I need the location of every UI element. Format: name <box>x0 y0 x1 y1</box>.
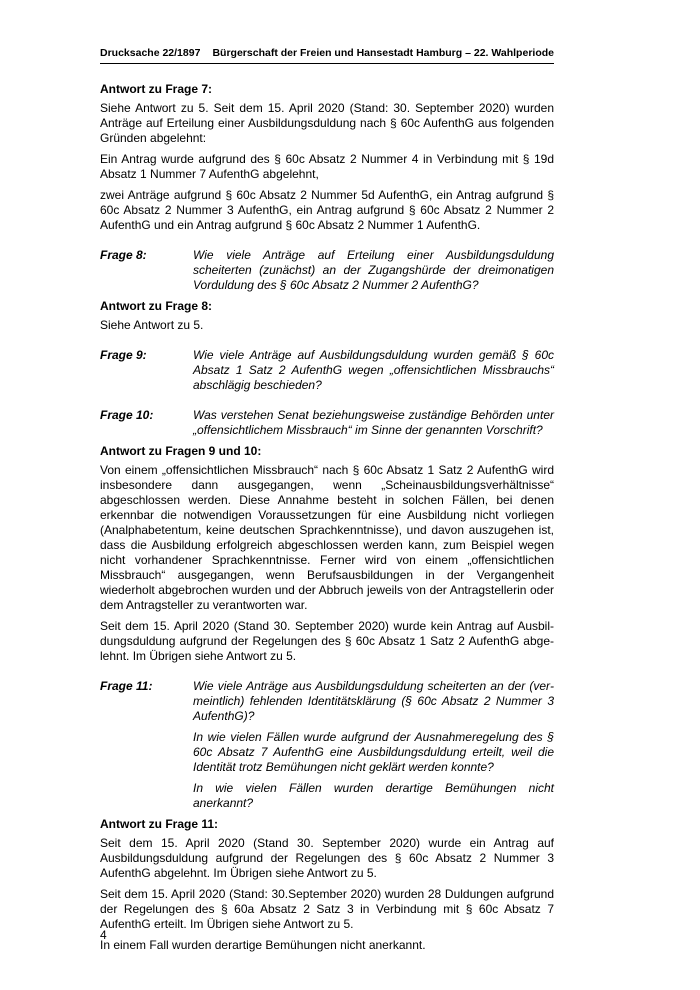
answer-11-paragraph-2: Seit dem 15. April 2020 (Stand: 30.September 2020) wurden 28 Duldungen aufgrund der Regelungen des § 60a Absatz 2 Satz 3 in Verbindung mit § 60c Absatz 7 AufenthG erteilt. Im Übrigen siehe Antwort zu 5. <box>100 887 554 931</box>
document-body <box>100 82 554 959</box>
header-document-number: Drucksache 22/1897 <box>100 47 201 59</box>
question-11-text-2: In wie vielen Fällen wurde aufgrund der Ausnahmeregelung des § 60c Absatz 7 AufenthG eine Ausbildungsduldung erteilt, weil die Identität trotz Bemühungen nicht geklärt werden konnte? <box>193 730 554 774</box>
answer-7-paragraph-2: Ein Antrag wurde aufgrund des § 60c Absatz 2 Nummer 4 in Verbindung mit § 19d Absatz 1 Nummer 7 AufenthG abgelehnt, <box>100 152 554 181</box>
page-number: 4 <box>100 928 107 942</box>
question-10-label: Frage 10: <box>100 408 154 422</box>
question-10 <box>100 408 554 438</box>
answer-7-paragraph-1: Siehe Antwort zu 5. Seit dem 15. April 2020 (Stand: 30. September 2020) wurden Anträge auf Erteilung einer Ausbildungsduldung nach § 60c AufenthG aus folgenden Gründen abgelehnt: <box>100 101 554 145</box>
question-9 <box>100 348 554 393</box>
question-8-text: Wie viele Anträge auf Erteilung einer Ausbildungsduldung scheiterten (zunächst) an der Zugangshürde der dreimonatigen Vorduldung des § 60c Absatz 2 Nummer 2 AufenthG? <box>193 248 554 292</box>
answer-11-heading: Antwort zu Frage 11: <box>100 817 219 831</box>
question-8-label: Frage 8: <box>100 248 147 262</box>
page-header <box>100 47 554 64</box>
answer-11-paragraph-3: In einem Fall wurden derartige Bemühungen nicht anerkannt. <box>100 938 426 952</box>
answer-8-heading: Antwort zu Frage 8: <box>100 299 213 313</box>
question-9-text: Wie viele Anträge auf Ausbildungsduldung wurden gemäß § 60c Absatz 1 Satz 2 AufenthG wegen „offensichtlichen Missbrauchs“ abschlägig beschieden? <box>193 348 554 392</box>
question-11-label: Frage 11: <box>100 679 153 693</box>
question-11-text-1: Wie viele Anträge aus Ausbildungsduldung scheiterten an der (vermeintlich) fehlenden Identitätsklärung (§ 60c Absatz 2 Nummer 3 AufenthG)? <box>193 679 554 723</box>
answer-9-10-heading: Antwort zu Fragen 9 und 10: <box>100 444 262 458</box>
answer-7-paragraph-3: zwei Anträge aufgrund § 60c Absatz 2 Nummer 5d AufenthG, ein Antrag aufgrund § 60c Absatz 2 Nummer 3 AufenthG, ein Antrag aufgrund § 60c Absatz 2 Nummer 2 AufenthG und ein Antrag aufgrund § 60c Absatz 2 Nummer 1 AufenthG. <box>100 188 554 232</box>
answer-9-10-paragraph-2: Seit dem 15. April 2020 (Stand 30. September 2020) wurde kein Antrag auf Ausbildungsduldung aufgrund der Regelungen des § 60c Absatz 1 Satz 2 AufenthG abgelehnt. Im Übrigen siehe Antwort zu 5. <box>100 619 554 663</box>
header-parliament-title: Bürgerschaft der Freien und Hansestadt Hamburg – 22. Wahlperiode <box>212 47 554 59</box>
answer-11-paragraph-1: Seit dem 15. April 2020 (Stand 30. September 2020) wurde ein Antrag auf Ausbildungsduldung aufgrund der Regelungen des § 60c Absatz 2 Nummer 3 AufenthG abgelehnt. Im Übrigen siehe Antwort zu 5. <box>100 836 554 880</box>
answer-8-paragraph-1: Siehe Antwort zu 5. <box>100 318 204 332</box>
question-11-text-3: In wie vielen Fällen wurden derartige Bemühungen nicht anerkannt? <box>193 781 554 810</box>
question-8 <box>100 248 554 293</box>
question-9-label: Frage 9: <box>100 348 147 362</box>
question-10-text: Was verstehen Senat beziehungsweise zuständige Behörden unter „offensichtlichem Missbrauch“ im Sinne der genannten Vorschrift? <box>193 408 554 437</box>
answer-9-10-paragraph-1: Von einem „offensichtlichen Missbrauch“ nach § 60c Absatz 1 Satz 2 AufenthG wird insbesondere dann ausgegangen, wenn „Scheinausbildungsverhältnisse“ abgeschlossen werden. Diese Annahme besteht in solchen Fällen, bei denen erkennbar die notwendigen Voraussetzungen für eine Ausbildung nicht vorliegen (Analphabetentum, keine deutschen Sprachkenntnisse), und davon auszugehen ist, dass die Ausbildung erfolgreich abgeschlossen werden kann, zum Beispiel wegen nicht vorhandener Sprachkenntnisse. Ferner wird von einem „offensichtlichen Missbrauch“ ausgegangen, wenn Berufsausbildungen in der Vergangenheit wiederholt abgebrochen wurden und der Abbruch jeweils von der Antragstellerin oder dem Antragsteller zu verantworten war. <box>100 463 554 612</box>
question-11 <box>100 679 554 811</box>
answer-7-heading: Antwort zu Frage 7: <box>100 82 213 96</box>
